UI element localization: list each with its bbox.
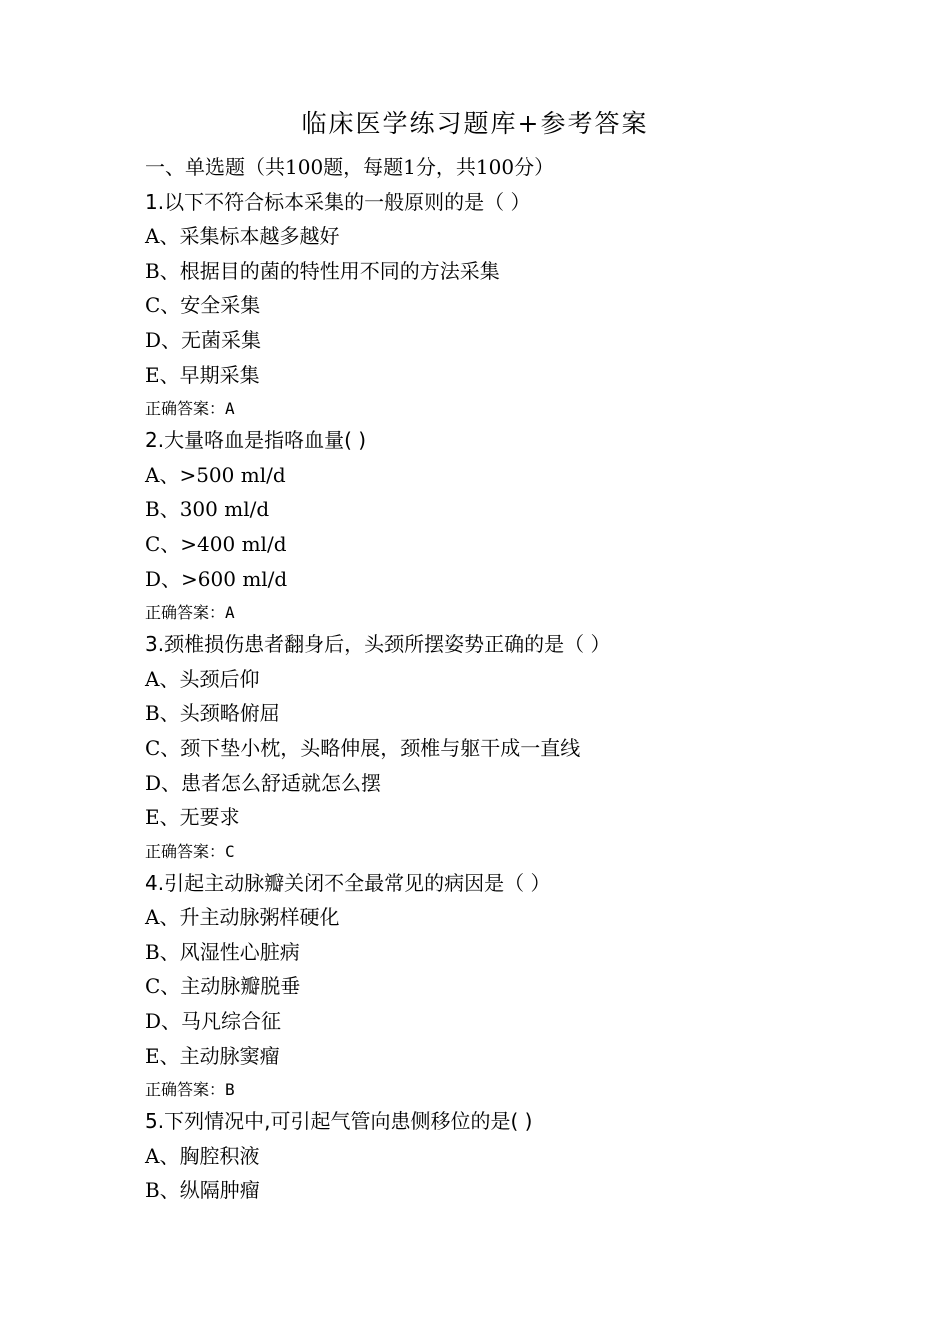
question-block <box>145 627 905 866</box>
answer-option: B、300 ml/d <box>145 497 270 522</box>
answer-option: A、升主动脉粥样硬化 <box>145 905 340 930</box>
question-stem: 4.引起主动脉瓣关闭不全最常见的病因是（ ） <box>145 870 551 895</box>
correct-answer: 正确答案：C <box>145 841 235 861</box>
question-stem: 2.大量咯血是指咯血量( ) <box>145 428 367 453</box>
answer-option: B、根据目的菌的特性用不同的方法采集 <box>145 258 500 283</box>
correct-answer: 正确答案：A <box>145 603 235 623</box>
answer-option: B、头颈略俯屈 <box>145 701 280 726</box>
question-stem: 1.以下不符合标本采集的一般原则的是（ ） <box>145 189 531 214</box>
page-title: 临床医学练习题库+参考答案 <box>301 109 649 138</box>
question-block <box>145 185 905 424</box>
answer-option: A、>500 ml/d <box>145 462 286 487</box>
answer-option: D、马凡综合征 <box>145 1009 282 1034</box>
answer-option: C、颈下垫小枕，头略伸展，颈椎与躯干成一直线 <box>145 735 581 760</box>
answer-option: D、无菌采集 <box>145 327 262 352</box>
question-block <box>145 866 905 1105</box>
question-stem: 3.颈椎损伤患者翻身后，头颈所摆姿势正确的是（ ） <box>145 632 611 657</box>
answer-option: A、胸腔积液 <box>145 1143 260 1168</box>
answer-option: E、主动脉窦瘤 <box>145 1043 280 1068</box>
section-heading: 一、单选题（共100题，每题1分，共100分） <box>145 155 555 179</box>
correct-answer: 正确答案：A <box>145 399 235 419</box>
answer-option: A、采集标本越多越好 <box>145 224 340 249</box>
answer-option: A、头颈后仰 <box>145 666 260 691</box>
answer-option: D、>600 ml/d <box>145 566 288 591</box>
question-block <box>145 1104 905 1208</box>
answer-option: E、早期采集 <box>145 362 260 387</box>
question-list <box>145 150 905 1208</box>
answer-option: C、安全采集 <box>145 293 261 318</box>
answer-option: B、纵隔肿瘤 <box>145 1178 260 1203</box>
answer-option: D、患者怎么舒适就怎么摆 <box>145 770 382 795</box>
question-stem: 5.下列情况中,可引起气管向患侧移位的是( ) <box>145 1109 533 1134</box>
answer-option: C、主动脉瓣脱垂 <box>145 974 301 999</box>
answer-option: E、无要求 <box>145 805 240 830</box>
correct-answer: 正确答案：B <box>145 1080 235 1100</box>
answer-option: B、风湿性心脏病 <box>145 939 300 964</box>
answer-option: C、>400 ml/d <box>145 531 287 556</box>
question-block <box>145 423 905 627</box>
